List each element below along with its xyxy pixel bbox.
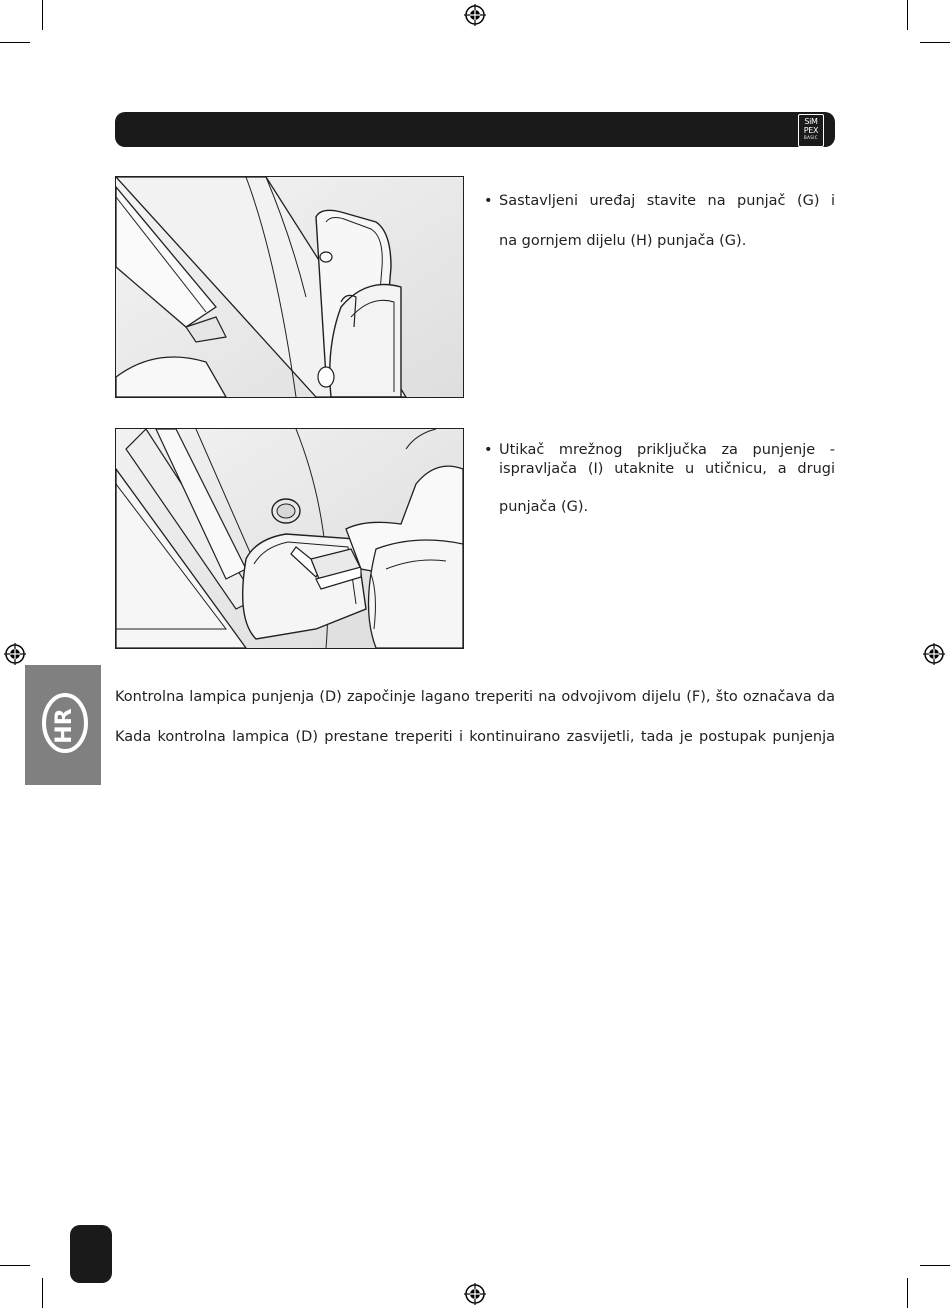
charger-placement-illustration	[115, 176, 464, 398]
step-1-text	[484, 193, 835, 263]
step-2-line-3: punjača (G).	[499, 499, 589, 515]
registration-mark-icon	[4, 643, 26, 665]
language-label: HR	[52, 708, 77, 744]
step-1-line-2: na gornjem dijelu (H) punjača (G).	[499, 233, 747, 249]
logo-line-3: BASIC	[804, 135, 818, 140]
registration-mark-icon	[464, 1283, 486, 1305]
simpex-basic-logo	[798, 114, 824, 147]
step-2-line-1: Utikač mrežnog priključka za punjenje -	[499, 442, 835, 458]
page-number-tab	[70, 1225, 112, 1283]
step-1-line-1: Sastavljeni uređaj stavite na punjač (G) i	[499, 193, 835, 209]
paragraph-line-2: Kada kontrolna lampica (D) prestane treperiti i kontinuirano zasvijetli, tada je postupak punjenja	[115, 729, 835, 745]
language-tab	[25, 665, 101, 785]
plug-insertion-illustration	[115, 428, 464, 649]
registration-mark-icon	[464, 4, 486, 26]
registration-mark-icon	[923, 643, 945, 665]
header-bar	[115, 112, 835, 147]
paragraph-line-1: Kontrolna lampica punjenja (D) započinje lagano treperiti na odvojivom dijelu (F), što označava da	[115, 689, 835, 705]
bullet-marker: •	[484, 193, 493, 209]
step-2-line-2: ispravljača (I) utaknite u utičnicu, a drugi	[499, 461, 835, 477]
step-2-text	[484, 442, 835, 522]
logo-line-2: PEX	[803, 126, 819, 135]
bullet-marker: •	[484, 442, 493, 458]
logo-line-1: SiM	[804, 117, 818, 126]
